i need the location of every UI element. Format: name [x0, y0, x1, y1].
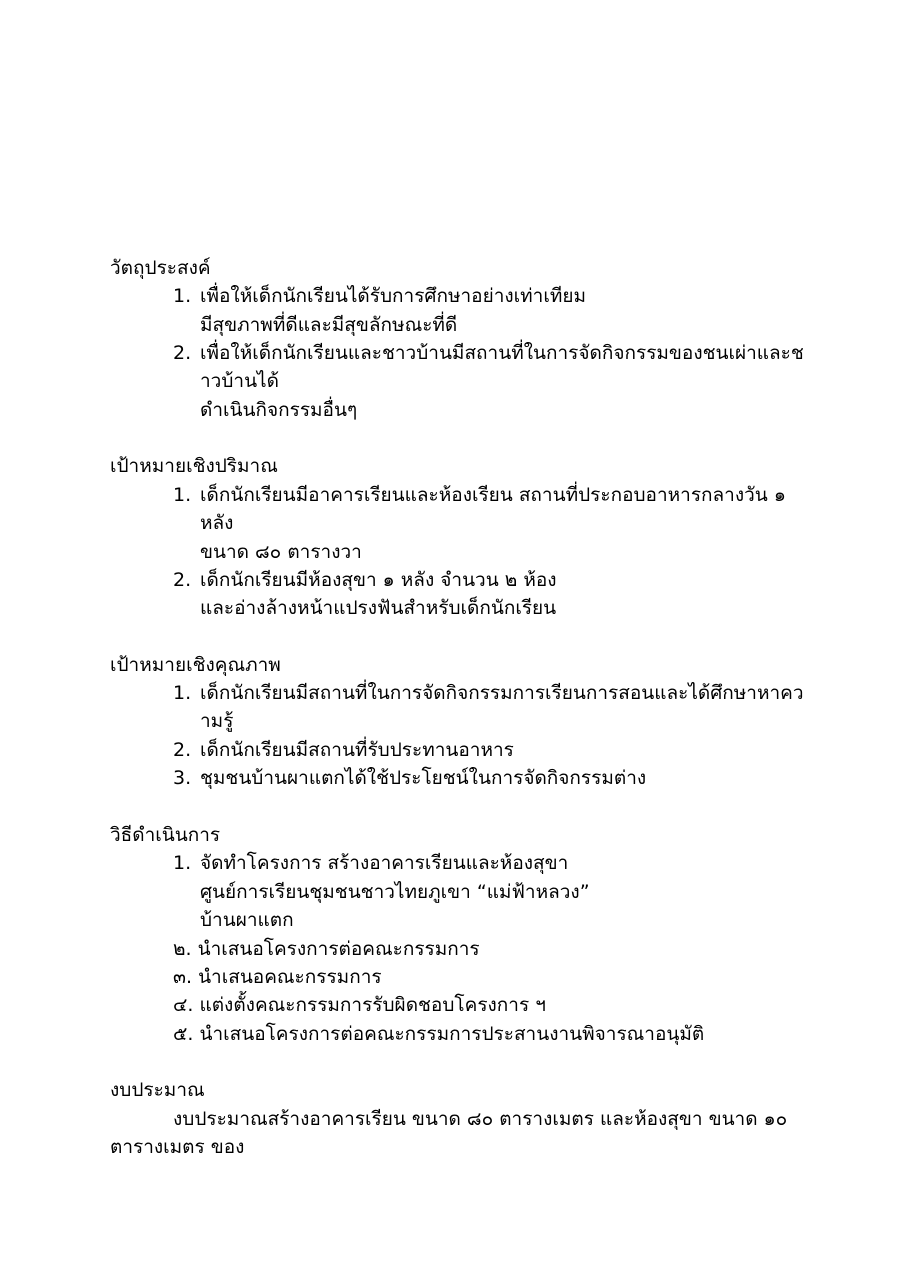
objective-1-line-1: เพื่อให้เด็กนักเรียนได้รับการศึกษาอย่างเท่าเทียม: [200, 285, 587, 307]
objective-2-line-3: ดำเนินกิจกรรมอื่นๆ: [200, 399, 358, 421]
quality-goal-2-number: 2.: [173, 739, 192, 761]
quantity-goal-2-number: 2.: [173, 569, 192, 591]
quality-goal-1-line-2: ามรู้: [200, 710, 234, 732]
quality-goal-1-line-1: เด็กนักเรียนมีสถานที่ในการจัดกิจกรรมการเรียนการสอนและได้ศึกษาหาคว: [200, 682, 804, 704]
procedure-step-4: ๔. แต่งตั้งคณะกรรมการรับผิดชอบโครงการ ฯ: [173, 994, 546, 1016]
procedure-step-3: ๓. นำเสนอคณะกรรมการ: [173, 966, 382, 988]
objective-2-line-2: าวบ้านได้: [200, 370, 279, 392]
procedure-step-1-line-2: ศูนย์การเรียนชุมชนชาวไทยภูเขา “แม่ฟ้าหลวง”: [200, 881, 590, 903]
objective-2-line-1: เพื่อให้เด็กนักเรียนและชาวบ้านมีสถานที่ในการจัดกิจกรรมของชนเผ่าและช: [200, 342, 804, 364]
objective-1-line-2: มีสุขภาพที่ดีและมีสุขลักษณะที่ดี: [200, 314, 458, 336]
quality-goal-2-line-1: เด็กนักเรียนมีสถานที่รับประทานอาหาร: [200, 739, 514, 761]
quantity-goal-1-line-1: เด็กนักเรียนมีอาคารเรียนและห้องเรียน สถานที่ประกอบอาหารกลางวัน ๑: [200, 484, 786, 506]
quantity-goal-1-line-3: ขนาด ๘๐ ตารางวา: [200, 541, 362, 563]
quality-goals-heading: เป้าหมายเชิงคุณภาพ: [110, 654, 281, 676]
quantity-goal-1-number: 1.: [173, 484, 192, 506]
quality-goal-3-number: 3.: [173, 767, 192, 789]
procedure-step-2: ๒. นำเสนอโครงการต่อคณะกรรมการ: [173, 938, 480, 960]
quantity-goal-2-line-1: เด็กนักเรียนมีห้องสุขา ๑ หลัง จำนวน ๒ ห้อง: [200, 569, 557, 591]
procedure-step-5: ๕. นำเสนอโครงการต่อคณะกรรมการประสานงานพิจารณาอนุมัติ: [173, 1023, 705, 1045]
quality-goal-3-line-1: ชุมชนบ้านผาแตกได้ใช้ประโยชน์ในการจัดกิจกรรมต่าง: [200, 767, 647, 789]
budget-heading: งบประมาณ: [110, 1079, 205, 1101]
quality-goal-1-number: 1.: [173, 682, 192, 704]
procedure-step-1-line-3: บ้านผาแตก: [200, 909, 294, 931]
quantity-goals-heading: เป้าหมายเชิงปริมาณ: [110, 455, 278, 477]
procedure-step-1-line-1: จัดทำโครงการ สร้างอาคารเรียนและห้องสุขา: [200, 852, 569, 874]
procedure-heading: วิธีดำเนินการ: [110, 824, 221, 846]
objective-2-number: 2.: [173, 342, 192, 364]
budget-text-line-1: งบประมาณสร้างอาคารเรียน ขนาด ๘๐ ตารางเมตร และห้องสุขา ขนาด ๑๐: [173, 1108, 788, 1130]
procedure-step-1-number: 1.: [173, 852, 192, 874]
quantity-goal-2-line-2: และอ่างล้างหน้าแปรงฟันสำหรับเด็กนักเรียน: [200, 597, 557, 619]
objective-1-number: 1.: [173, 285, 192, 307]
budget-text-line-2: ตารางเมตร ของ: [110, 1136, 245, 1158]
objectives-heading: วัตถุประสงค์: [110, 257, 211, 279]
quantity-goal-1-line-2: หลัง: [200, 512, 234, 534]
